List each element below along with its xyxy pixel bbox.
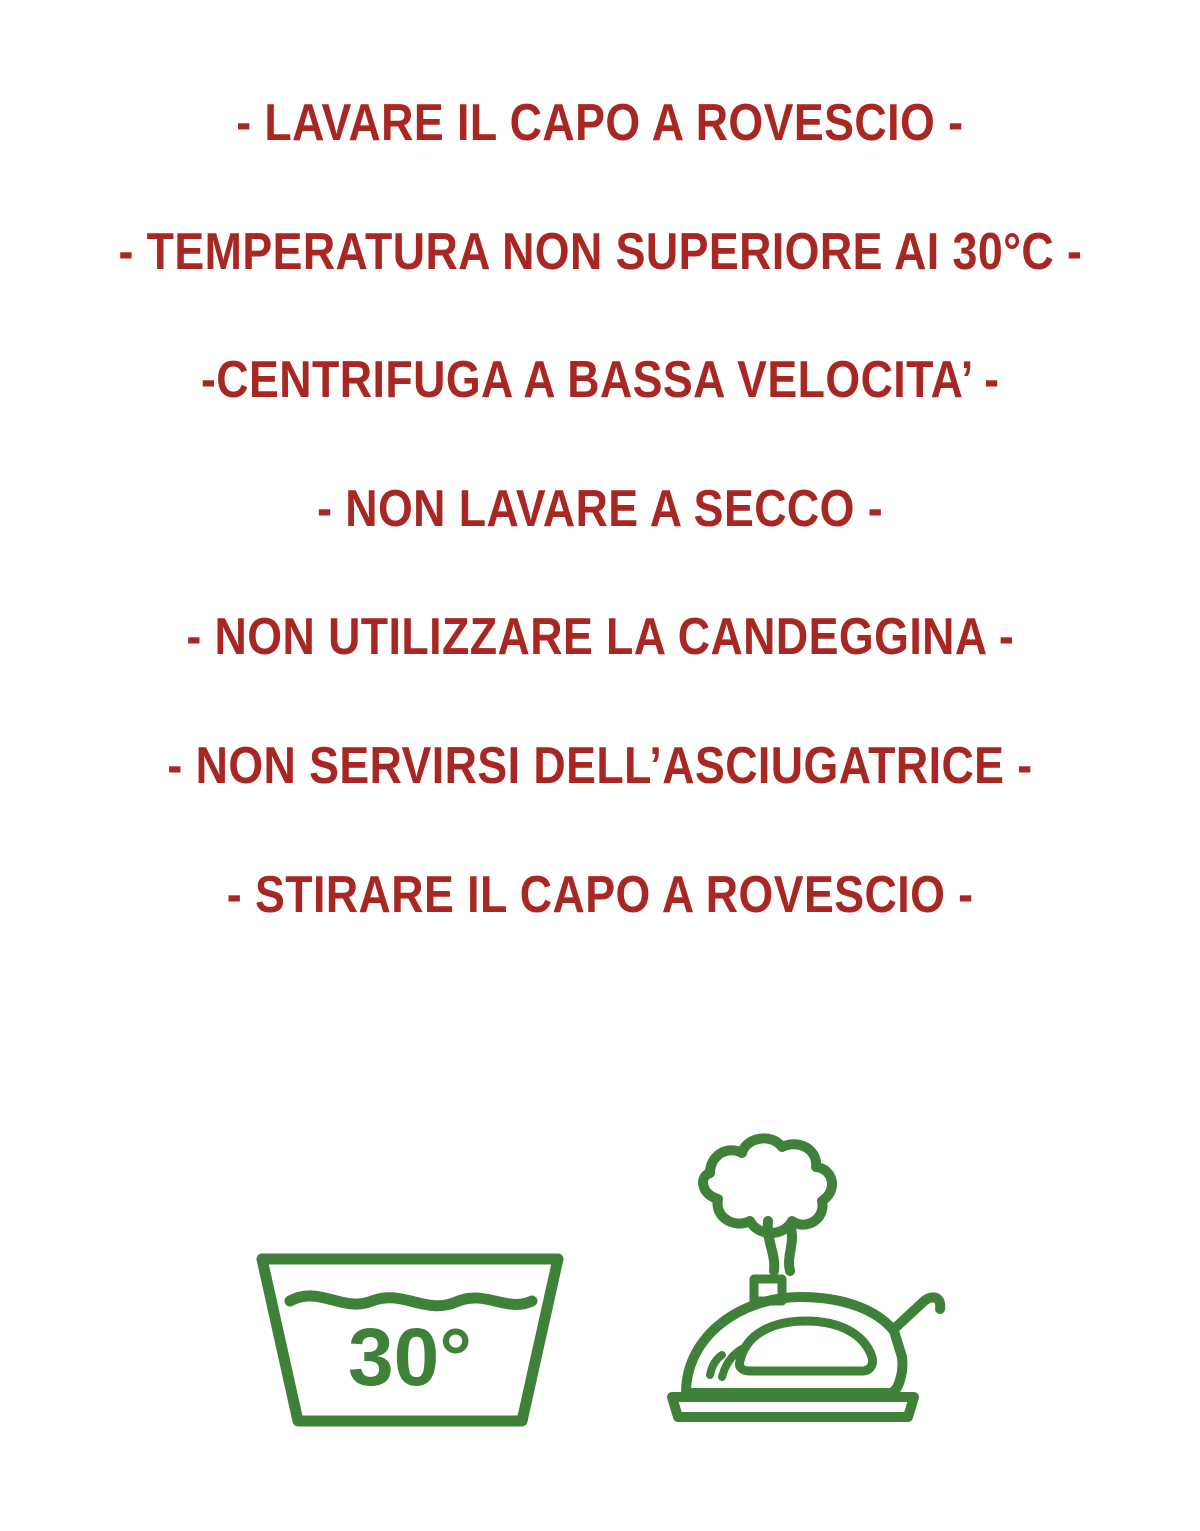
care-instruction-line: - NON UTILIZZARE LA CANDEGGINA - [186, 608, 1014, 667]
care-symbols-row [0, 1125, 1200, 1435]
care-instruction-line: -CENTRIFUGA A BASSA VELOCITA’ - [200, 351, 1000, 410]
wash-temperature-label: 30° [347, 1312, 473, 1403]
wash-tub-30-degrees-icon [250, 1245, 570, 1435]
care-instruction-line: - LAVARE IL CAPO A ROVESCIO - [236, 94, 964, 152]
care-instruction-line: - NON LAVARE A SECCO - [317, 479, 883, 538]
care-instruction-line: - NON SERVIRSI DELL’ASCIUGATRICE - [167, 736, 1033, 795]
care-instruction-line: - STIRARE IL CAPO A ROVESCIO - [226, 865, 974, 924]
care-instruction-line: - TEMPERATURA NON SUPERIORE AI 30°C - [118, 222, 1082, 281]
steam-iron-icon [650, 1125, 950, 1435]
